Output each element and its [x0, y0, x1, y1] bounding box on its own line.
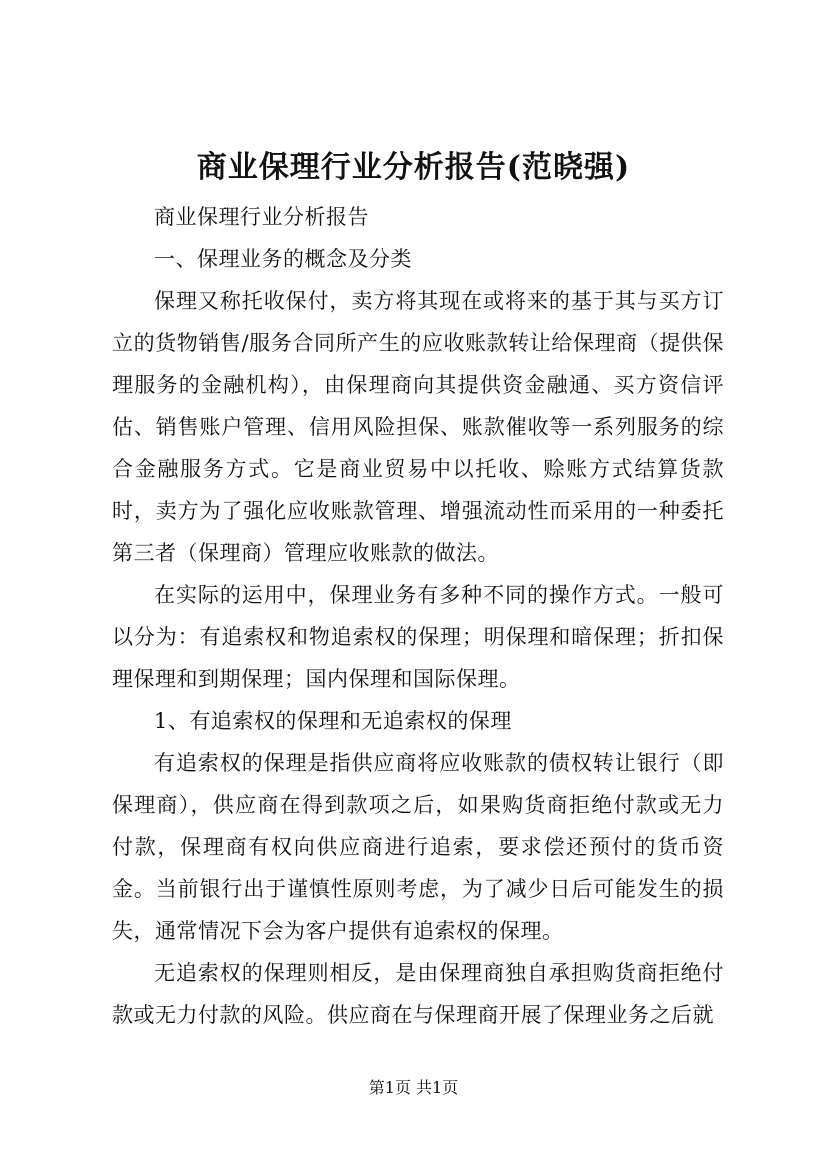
document-title: 商业保理行业分析报告(范晓强): [196, 150, 631, 185]
paragraph-definition: 保理又称托收保付，卖方将其现在或将来的基于其与买方订立的货物销售/服务合同所产生的应收账款转让给保理商（提供保理服务的金融机构），由保理商向其提供资金融通、买方资信评估、销售账户管理、信用风险担保、账款催收等一系列服务的综合金融服务方式。它是商业贸易中以托收、赊账方式结算货款时，卖方为了强化应收账款管理、增强流动性而采用的一种委托第三者（保理商）管理应收账款的做法。: [112, 289, 724, 565]
paragraph-non-recourse: 无追索权的保理则相反，是由保理商独自承担购货商拒绝付款或无力付款的风险。供应商在与保理商开展了保理业务之后就: [112, 961, 724, 1027]
subsection-heading-1: 1、有追索权的保理和无追索权的保理: [154, 709, 512, 733]
document-body: [112, 196, 724, 1036]
section-heading-1: 一、保理业务的概念及分类: [154, 247, 412, 271]
paragraph-subtitle: 商业保理行业分析报告: [154, 205, 369, 229]
page-footer: 第1页 共1页: [368, 1078, 459, 1097]
paragraph-recourse: 有追索权的保理是指供应商将应收账款的债权转让银行（即保理商），供应商在得到款项之后，如果购货商拒绝付款或无力付款，保理商有权向供应商进行追索，要求偿还预付的货币资金。当前银行出于谨慎性原则考虑，为了减少日后可能发生的损失，通常情况下会为客户提供有追索权的保理。: [112, 751, 724, 943]
paragraph-classification: 在实际的运用中，保理业务有多种不同的操作方式。一般可以分为：有追索权和物追索权的保理；明保理和暗保理；折扣保理保理和到期保理；国内保理和国际保理。: [112, 583, 724, 691]
